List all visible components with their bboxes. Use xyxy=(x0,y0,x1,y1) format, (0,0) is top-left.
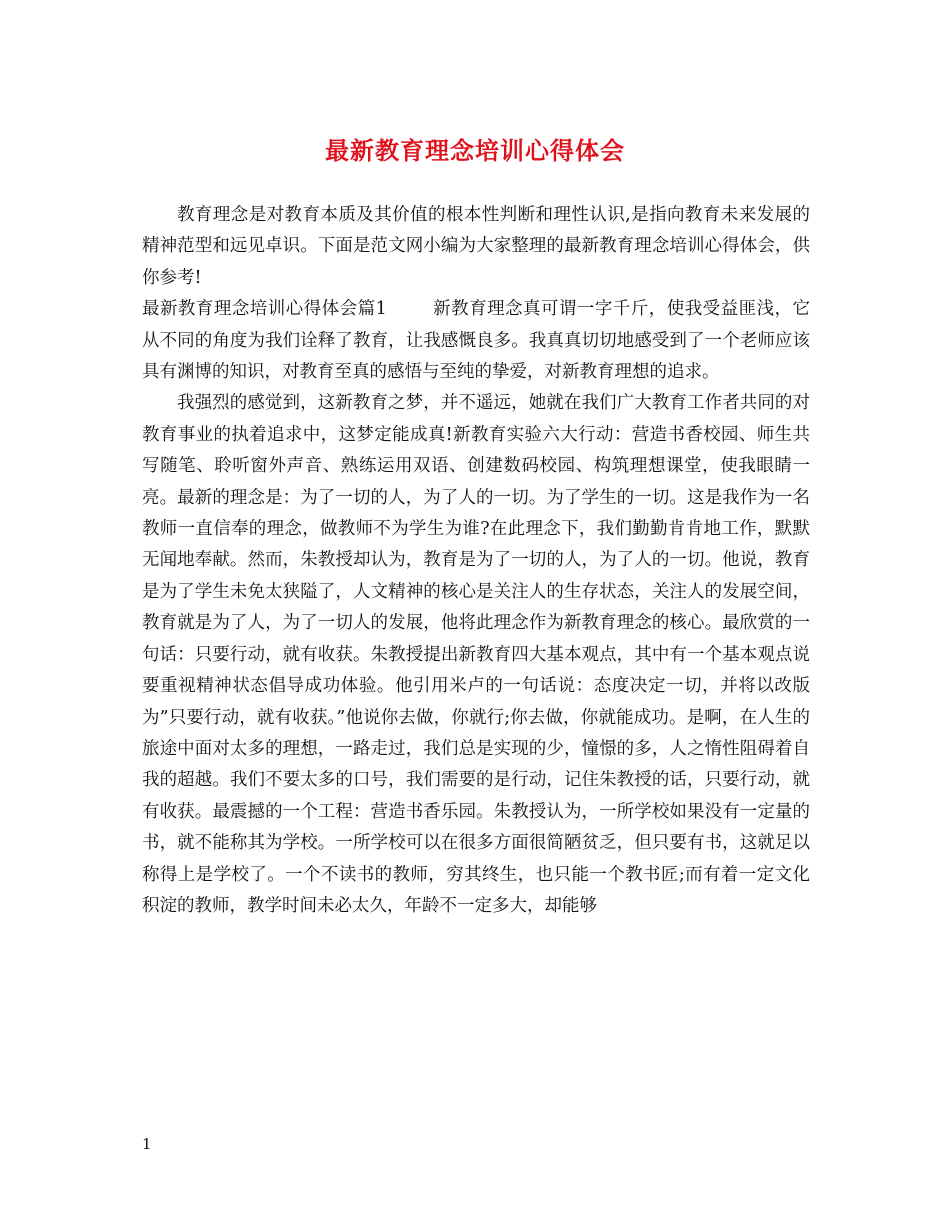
intro-paragraph: 教育理念是对教育本质及其价值的根本性判断和理性认识,是指向教育未来发展的精神范型和远见卓识。下面是范文网小编为大家整理的最新教育理念培训心得体会，供你参考! xyxy=(142,205,810,288)
body-paragraph-2: 我强烈的感觉到，这新教育之梦，并不遥远，她就在我们广大教育工作者共同的对教育事业的执着追求中，这梦定能成真!新教育实验六大行动：营造书香校园、师生共写随笔、聆听窗外声音、熟练运用双语、创建数码校园、构筑理想课堂，使我眼睛一亮。最新的理念是：为了一切的人，为了人的一切。为了学生的一切。这是我作为一名教师一直信奉的理念，做教师不为学生为谁?在此理念下，我们勤勤肯肯地工作，默默无闻地奉献。然而，朱教授却认为，教育是为了一切的人，为了人的一切。他说，教育是为了学生未免太狭隘了，人文精神的核心是关注人的生存状态，关注人的发展空间，教育就是为了人，为了一切人的发展，他将此理念作为新教育理念的核心。最欣赏的一句话：只要行动，就有收获。朱教授提出新教育四大基本观点，其中有一个基本观点说要重视精神状态倡导成功体验。他引用米卢的一句话说：态度决定一切，并将以改版为”只要行动，就有收获。”他说你去做，你就行;你去做，你就能成功。是啊，在人生的旅途中面对太多的理想，一路走过，我们总是实现的少，憧憬的多，人之惰性阻碍着自我的超越。我们不要太多的口号，我们需要的是行动，记住朱教授的话，只要行动，就有收获。最震撼的一个工程：营造书香乐园。朱教授认为，一所学校如果没有一定量的书，就不能称其为学校。一所学校可以在很多方面很简陋贫乏，但只要有书，这就足以称得上是学校了。一个不读书的教师，穷其终生，也只能一个教书匠;而有着一定文化积淀的教师，教学时间未必太久，年龄不一定多大，却能够 xyxy=(142,393,810,916)
section-heading: 最新教育理念培训心得体会篇1 xyxy=(142,299,387,320)
section-paragraph-text: 新教育理念真可谓一字千斤，使我受益匪浅，它从不同的角度为我们诠释了教育，让我感慨良多。我真真切切地感受到了一个老师应该具有渊博的知识，对教育至真的感悟与至纯的挚爱，对新教育理想的追求。 xyxy=(142,299,810,383)
page-number: 1 xyxy=(142,1135,152,1153)
document-body xyxy=(142,200,810,922)
document-title: 最新教育理念培训心得体会 xyxy=(325,136,625,165)
section-paragraph xyxy=(142,294,810,388)
